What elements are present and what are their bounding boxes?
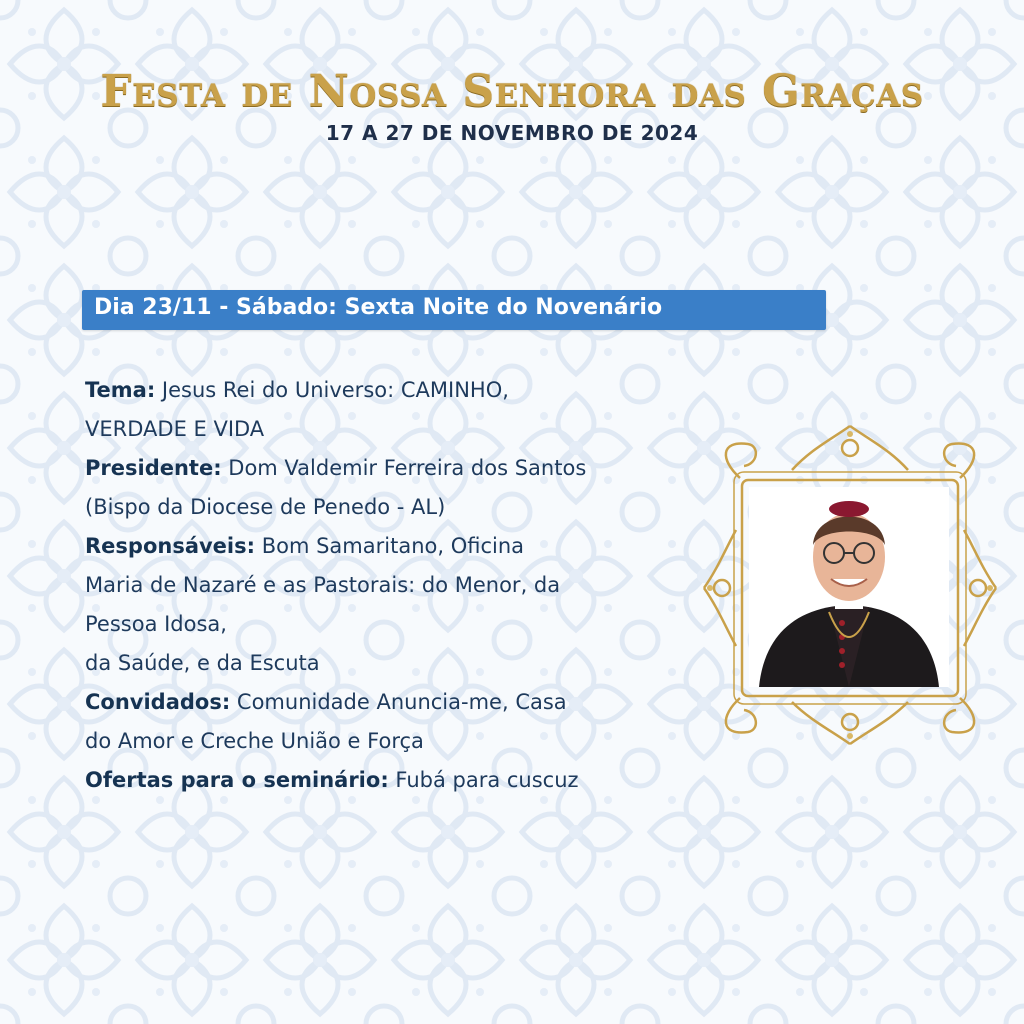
event-dates: 17 A 27 DE NOVEMBRO DE 2024 [325,121,699,145]
tema-line-2: VERDADE E VIDA [85,417,265,441]
responsaveis-line-3: Pessoa Idosa, [85,612,227,636]
convidados-line-2: do Amor e Creche União e Força [85,729,424,753]
responsaveis-value: Bom Samaritano, Oficina [255,534,525,558]
bishop-portrait [749,487,949,687]
day-banner-text: Dia 23/11 - Sábado: Sexta Noite do Novenário [94,295,663,320]
responsaveis-label: Responsáveis: [85,534,256,558]
ofertas-value: Fubá para cuscuz [388,768,579,792]
presidente-line [85,449,705,488]
responsaveis-line-2: Maria de Nazaré e as Pastorais: do Menor, da [85,573,561,597]
ofertas-label: Ofertas para o seminário: [85,768,389,792]
responsaveis-line [85,527,705,566]
day-banner [82,290,826,330]
convidados-label: Convidados: [85,690,231,714]
event-details [85,371,705,800]
ofertas-line [85,761,705,800]
tema-label: Tema: [85,378,156,402]
presidente-line-2: (Bispo da Diocese de Penedo - AL) [85,495,446,519]
tema-line [85,371,705,410]
presidente-label: Presidente: [85,456,222,480]
presidente-value: Dom Valdemir Ferreira dos Santos [221,456,587,480]
convidados-value: Comunidade Anuncia-me, Casa [230,690,567,714]
tema-value: Jesus Rei do Universo: CAMINHO, [155,378,509,402]
convidados-line [85,683,705,722]
event-title: Festa de Nossa Senhora das Graças [100,66,924,117]
responsaveis-line-4: da Saúde, e da Escuta [85,651,320,675]
